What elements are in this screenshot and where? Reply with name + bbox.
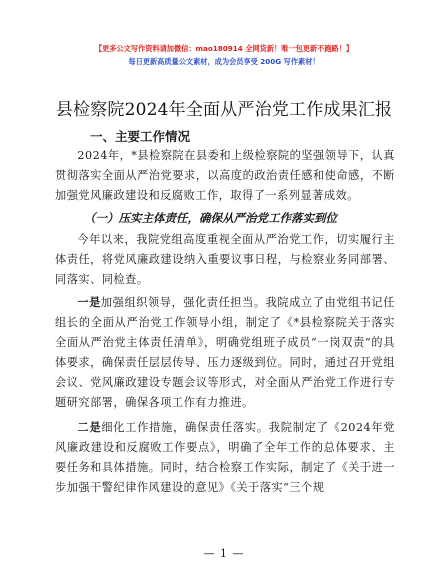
paragraph-point-two	[55, 418, 395, 498]
page-number: — 1 —	[203, 547, 245, 560]
paragraph-point-one	[55, 293, 395, 413]
point-one-text: 加强组织领导，强化责任担当。我院成立了由党组书记任组长的全面从严治党工作领导小组，制定了《*县检察院关于落实全面从严治党主体责任清单》，明确党组班子成员“一岗双责”的具体要求，确保责任层层传导、压力逐级到位。同时，通过召开党组会议、党风廉政建设专题会议等形式，对全面从严治党工作进行专题研究部署，确保各项工作有力推进。	[55, 296, 395, 409]
document-title: 县检察院2024年全面从严治党工作成果汇报	[55, 100, 393, 120]
promo-banner-line-2: 每日更新高质量公文素材，成为会员享受 200G 写作素材！	[128, 57, 320, 66]
point-one-lead: 一是	[77, 296, 101, 309]
intro-paragraph: 2024年，*县检察院在县委和上级检察院的坚强领导下，认真贯彻落实全面从严治党要求，以高度的政治责任感和使命感，不断加强党风廉政建设和反腐败工作，取得了一系列显著成效。	[55, 149, 395, 202]
paragraph-overview: 今年以来，我院党组高度重视全面从严治党工作，切实履行主体责任，将党风廉政建设纳入重要议事日程，与检察业务同部署、同落实、同检查。	[55, 233, 395, 286]
point-two-text: 细化工作措施，确保责任落实。我院制定了《2024年党风廉政建设和反腐败工作要点》，明确了全年工作的总体要求、主要任务和具体措施。同时，结合检察工作实际，制定了《关于进一步加强干警纪律作风建设的意见》《关于落实“三个规	[55, 421, 395, 494]
subsection-heading: （一）压实主体责任，确保从严治党工作落实到位	[84, 211, 337, 225]
promo-banner-line-1: 【更多公文写作资料请加微信：mao180914 全网货新！唯一包更新不跑路！】	[94, 44, 354, 53]
point-two-lead: 二是	[77, 421, 102, 434]
section-heading: 一、主要工作情况	[90, 129, 191, 144]
